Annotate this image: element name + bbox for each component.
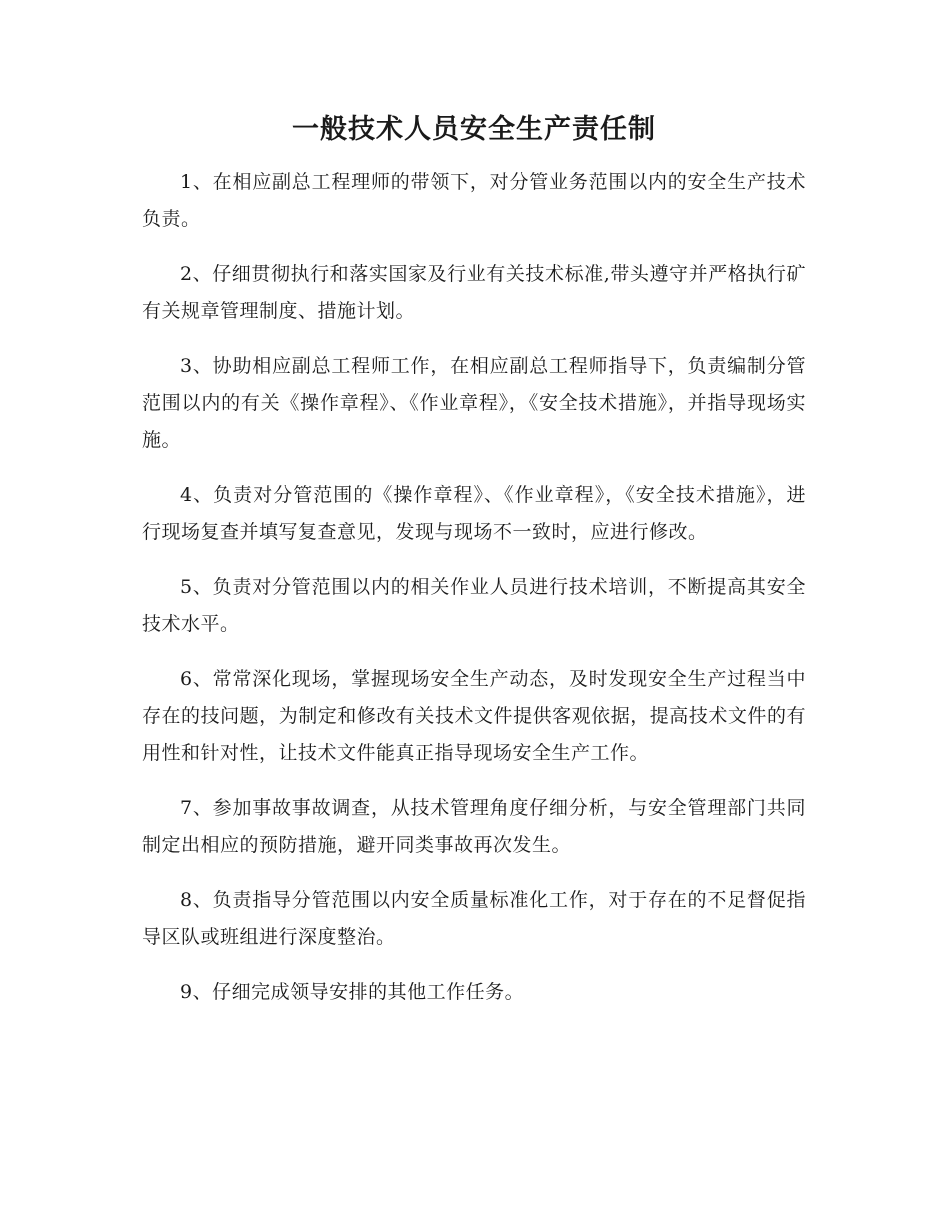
clause-2: 2、仔细贯彻执行和落实国家及行业有关技术标准,带头遵守并严格执行矿有关规章管理制度、措施计划。 [142, 263, 806, 322]
clause-9: 9、仔细完成领导安排的其他工作任务。 [180, 981, 525, 1003]
clause-list [142, 164, 806, 1011]
clause-7: 7、参加事故事故调查，从技术管理角度仔细分析，与安全管理部门共同制定出相应的预防措施，避开同类事故再次发生。 [142, 797, 806, 856]
document-page [142, 108, 806, 1029]
document-title: 一般技术人员安全生产责任制 [292, 114, 656, 145]
clause-5: 5、负责对分管范围以内的相关作业人员进行技术培训，不断提高其安全技术水平。 [142, 576, 806, 635]
clause-1: 1、在相应副总工程理师的带领下，对分管业务范围以内的安全生产技术负责。 [142, 171, 806, 230]
clause-3: 3、协助相应副总工程师工作，在相应副总工程师指导下，负责编制分管范围以内的有关《操作章程》、《作业章程》，《安全技术措施》，并指导现场实施。 [142, 355, 806, 451]
clause-4: 4、负责对分管范围的《操作章程》、《作业章程》，《安全技术措施》，进行现场复查并填写复查意见，发现与现场不一致时，应进行修改。 [142, 484, 806, 543]
clause-8: 8、负责指导分管范围以内安全质量标准化工作，对于存在的不足督促指导区队或班组进行深度整治。 [142, 889, 806, 948]
clause-6: 6、常常深化现场，掌握现场安全生产动态，及时发现安全生产过程当中存在的技问题，为制定和修改有关技术文件提供客观依据，提高技术文件的有用性和针对性，让技术文件能真正指导现场安全生产工作。 [142, 668, 806, 764]
